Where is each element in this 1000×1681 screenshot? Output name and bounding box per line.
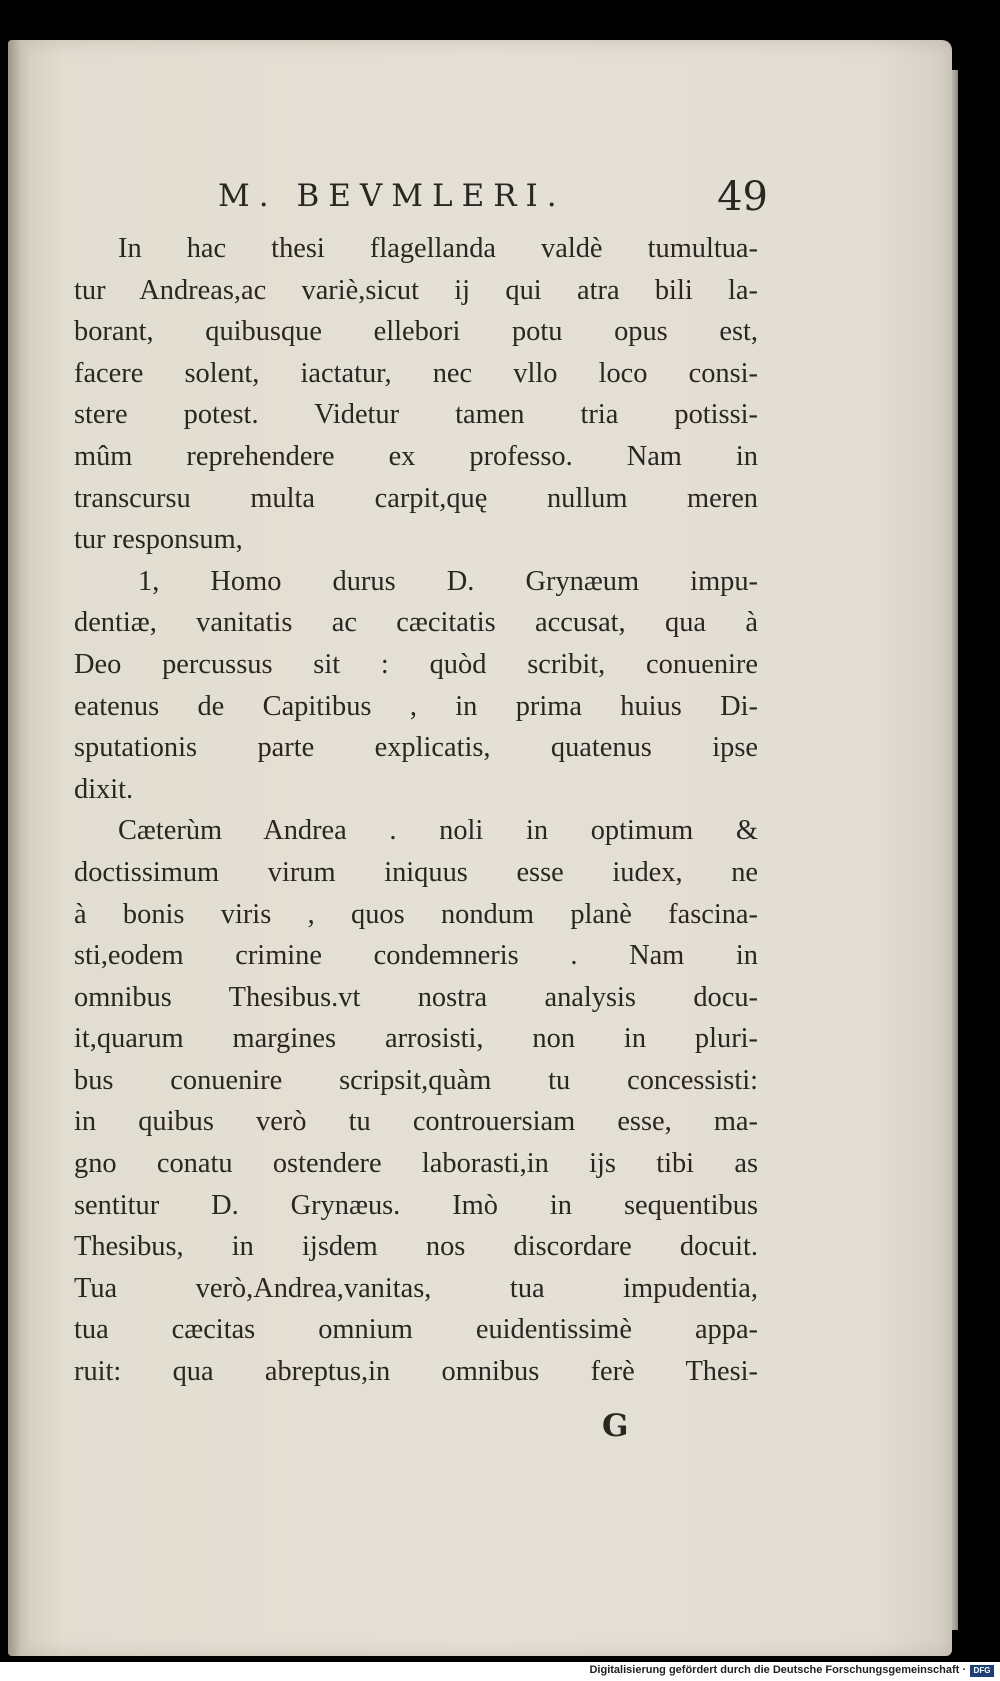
text-line: eatenus de Capitibus , in prima huius Di- xyxy=(74,690,758,722)
text-line: stere potest. Videtur tamen tria potissi- xyxy=(74,399,758,431)
body-text xyxy=(74,228,758,1393)
text-line: sputationis parte explicatis, quatenus ipse xyxy=(74,732,758,764)
text-line: sentitur D. Grynæus. Imò in sequentibus xyxy=(74,1189,758,1221)
text-line: sti,eodem crimine condemneris . Nam in xyxy=(74,940,758,972)
text-line: tur Andreas,ac variè,sicut ij qui atra bili la- xyxy=(74,274,758,306)
text-line: transcursu multa carpit,quę nullum meren xyxy=(74,482,758,514)
text-line: dentiæ, vanitatis ac cæcitatis accusat, qua à xyxy=(74,607,758,639)
text-line: Thesibus, in ijsdem nos discordare docuit. xyxy=(74,1231,758,1263)
funding-credit: Digitalisierung gefördert durch die Deutsche Forschungsgemeinschaft · xyxy=(589,1664,966,1676)
page-edge xyxy=(952,70,958,1630)
text-line: tua cæcitas omnium euidentissimè appa- xyxy=(74,1314,758,1346)
footer-bar xyxy=(0,1662,1000,1681)
text-line: ruit: qua abreptus,in omnibus ferè Thesi- xyxy=(74,1356,758,1388)
text-line: doctissimum virum iniquus esse iudex, ne xyxy=(74,856,758,888)
text-line: mûm reprehendere ex professo. Nam in xyxy=(74,440,758,472)
text-line: In hac thesi flagellanda valdè tumultua- xyxy=(118,233,758,264)
text-line: Cæterùm Andrea . noli in optimum & xyxy=(118,815,758,847)
text-line: gno conatu ostendere laborasti,in ijs tibi as xyxy=(74,1148,758,1180)
text-line: tur responsum, xyxy=(74,524,243,556)
text-line: dixit. xyxy=(74,773,134,805)
signature-mark: G xyxy=(602,1408,629,1444)
dfg-logo-icon: DFG xyxy=(970,1665,994,1677)
running-head xyxy=(208,174,768,228)
book-page xyxy=(8,40,952,1656)
text-line: omnibus Thesibus.vt nostra analysis docu- xyxy=(74,981,758,1013)
text-line: 1, Homo durus D. Grynæum impu- xyxy=(138,565,758,597)
text-line: bus conuenire scripsit,quàm tu concessisti: xyxy=(74,1064,758,1096)
page-number: 49 xyxy=(717,174,768,220)
text-line: facere solent, iactatur, nec vllo loco consi- xyxy=(74,357,758,389)
text-line: Tua verò,Andrea,vanitas, tua impudentia, xyxy=(74,1272,758,1304)
text-line: Deo percussus sit : quòd scribit, conuenire xyxy=(74,648,758,680)
page-gutter xyxy=(8,40,30,1656)
text-line: borant, quibusque ellebori potu opus est, xyxy=(74,316,758,348)
text-line: in quibus verò tu controuersiam esse, ma- xyxy=(74,1106,758,1138)
text-line: it,quarum margines arrosisti, non in pluri- xyxy=(74,1023,758,1055)
running-title: M. BEVMLERI. xyxy=(218,178,566,214)
text-line: à bonis viris , quos nondum planè fascina- xyxy=(74,898,758,930)
